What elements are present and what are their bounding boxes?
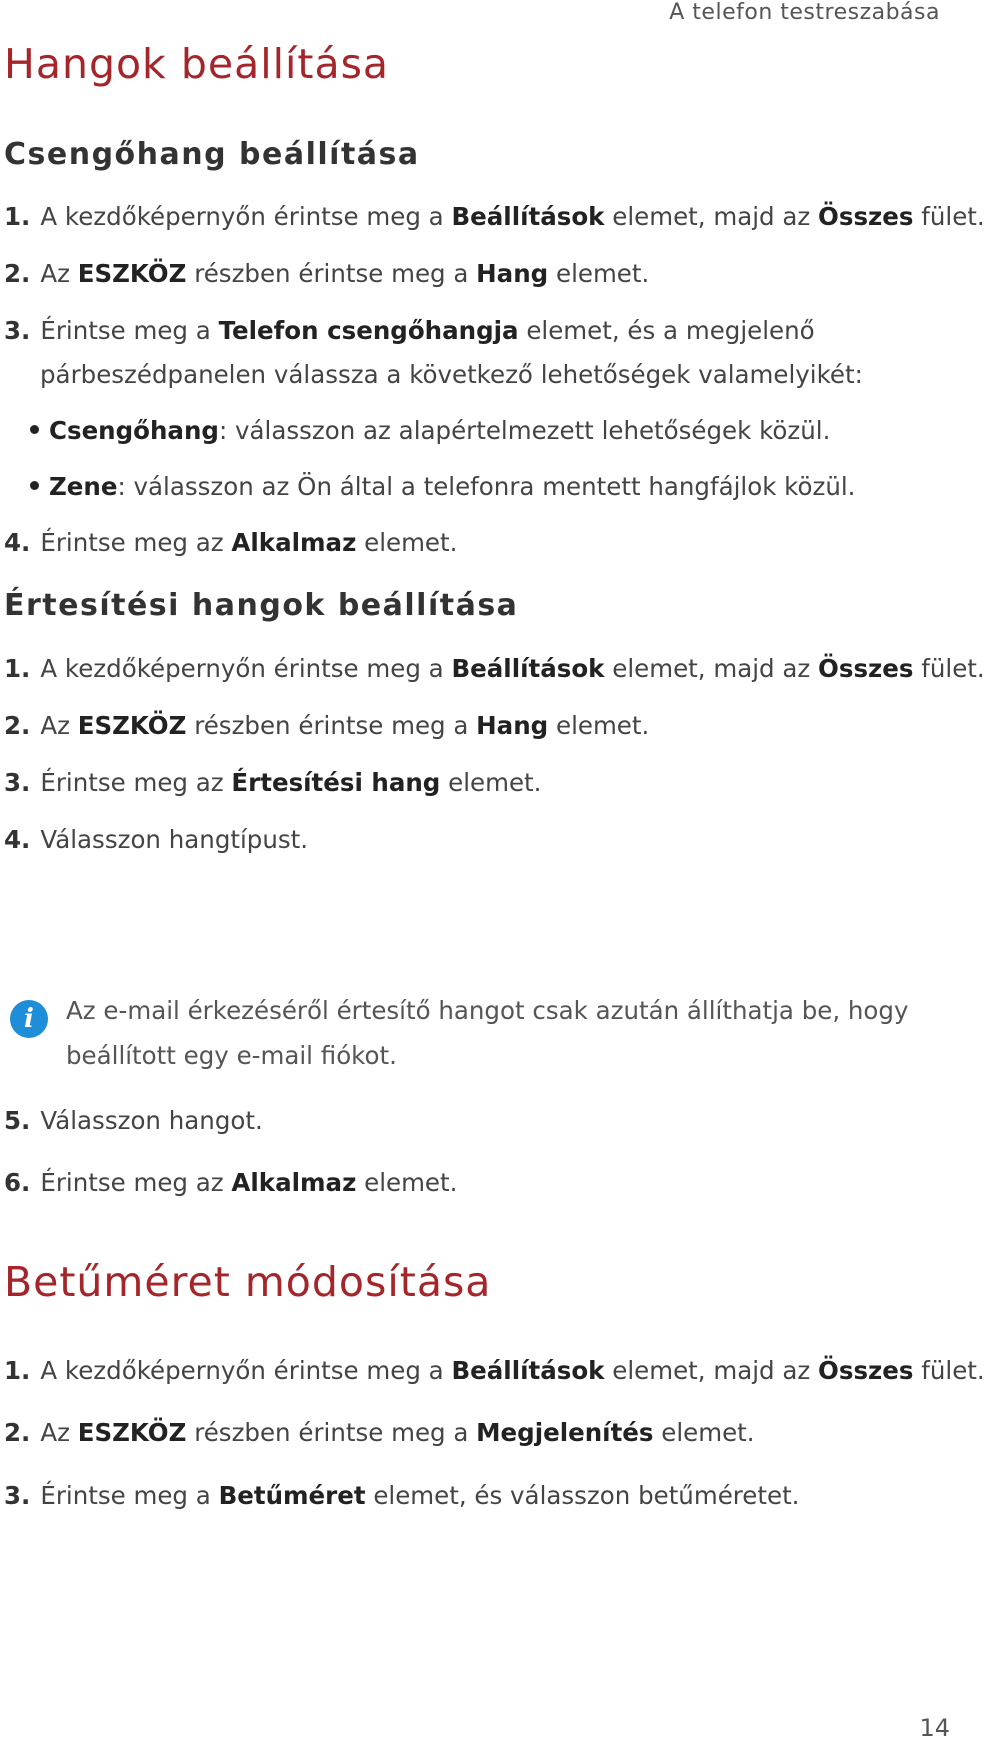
bullet-ringtone-option: Csengőhang: válasszon az alapértelmezett lehetőségek közül. — [30, 416, 830, 445]
step-4-ringtone: 4. Érintse meg az Alkalmaz elemet. — [4, 528, 458, 557]
bullet-dot — [30, 481, 39, 490]
step-3-ringtone: 3. Érintse meg a Telefon csengőhangja elemet, és a megjelenő — [4, 316, 815, 345]
step-2-notification: 2. Az ESZKÖZ részben érintse meg a Hang elemet. — [4, 711, 650, 740]
bullet-music-option: Zene: válasszon az Ön által a telefonra mentett hangfájlok közül. — [30, 472, 855, 501]
step-2-font-size: 2. Az ESZKÖZ részben érintse meg a Megjelenítés elemet. — [4, 1418, 755, 1447]
bullet-dot — [30, 425, 39, 434]
step-4-notification: 4. Válasszon hangtípust. — [4, 825, 309, 854]
running-header: A telefon testreszabása — [669, 0, 940, 25]
section-title-sounds: Hangok beállítása — [4, 40, 390, 88]
section-title-font-size: Betűméret módosítása — [4, 1258, 492, 1306]
step-2-ringtone: 2. Az ESZKÖZ részben érintse meg a Hang elemet. — [4, 259, 650, 288]
note-line-2: beállított egy e-mail fiókot. — [66, 1041, 397, 1070]
note-line-1: Az e-mail érkezéséről értesítő hangot csak azután állíthatja be, hogy — [66, 996, 909, 1025]
step-1-font-size: 1. A kezdőképernyőn érintse meg a Beállítások elemet, majd az Összes fület. — [4, 1356, 985, 1385]
subsection-title-notification: Értesítési hangok beállítása — [4, 588, 519, 623]
step-6-notification: 6. Érintse meg az Alkalmaz elemet. — [4, 1168, 458, 1197]
subsection-title-ringtone: Csengőhang beállítása — [4, 137, 420, 172]
step-3-font-size: 3. Érintse meg a Betűméret elemet, és válasszon betűméretet. — [4, 1481, 800, 1510]
step-5-notification: 5. Válasszon hangot. — [4, 1106, 263, 1135]
info-icon: i — [10, 1000, 48, 1038]
step-3-ringtone-continued: párbeszédpanelen válassza a következő lehetőségek valamelyikét: — [40, 360, 863, 389]
step-1-notification: 1. A kezdőképernyőn érintse meg a Beállítások elemet, majd az Összes fület. — [4, 654, 985, 683]
step-3-notification: 3. Érintse meg az Értesítési hang elemet. — [4, 768, 542, 797]
step-1-ringtone: 1. A kezdőképernyőn érintse meg a Beállítások elemet, majd az Összes fület. — [4, 202, 985, 231]
page-number: 14 — [919, 1714, 950, 1742]
